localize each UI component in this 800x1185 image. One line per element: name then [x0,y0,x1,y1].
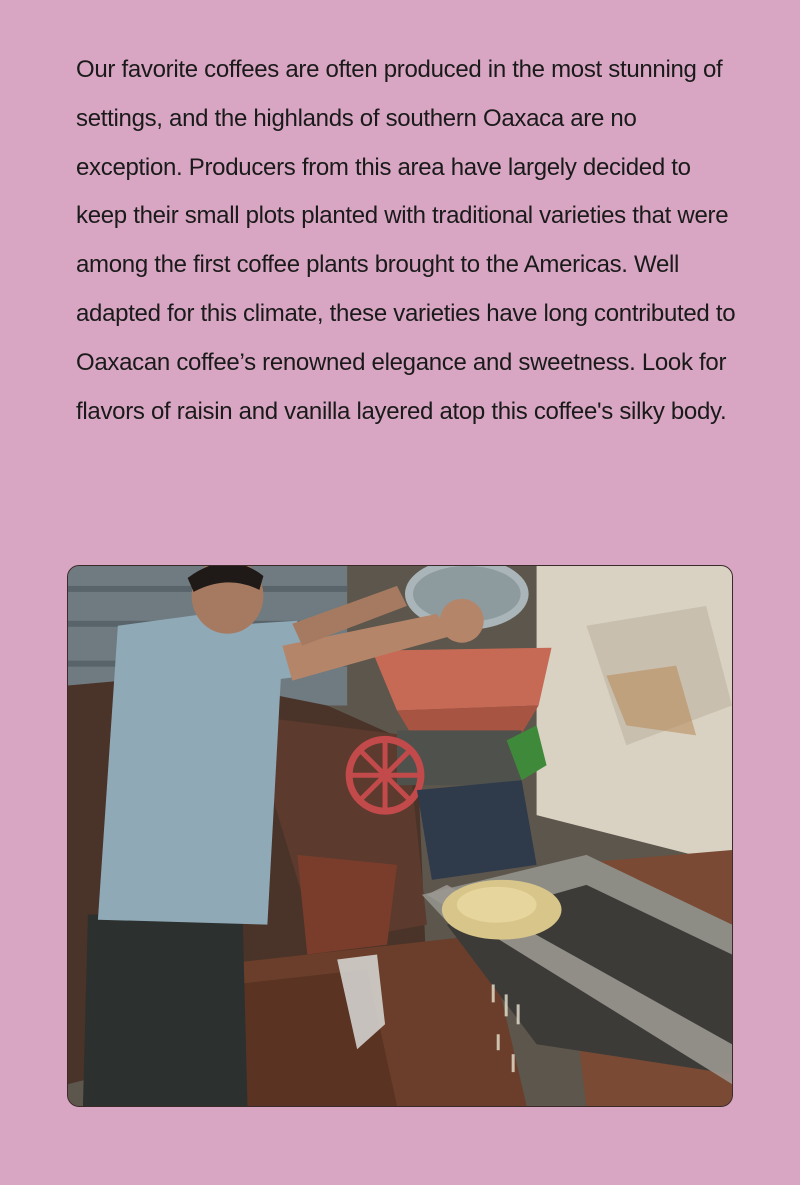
coffee-depulper-illustration [68,566,732,1106]
coffee-description: Our favorite coffees are often produced in the most stunning of settings, and the highlands of southern Oaxaca are no exception. Producers from this area have largely decided to keep their small plots planted with traditional varieties that were among the first coffee plants brought to the Americas. Well adapted for this climate, these varieties have long contributed to Oaxacan coffee’s renowned elegance and sweetness. Look for flavors of raisin and vanilla layered atop this coffee's silky body. [76,56,736,425]
coffee-processing-photo [67,565,733,1107]
